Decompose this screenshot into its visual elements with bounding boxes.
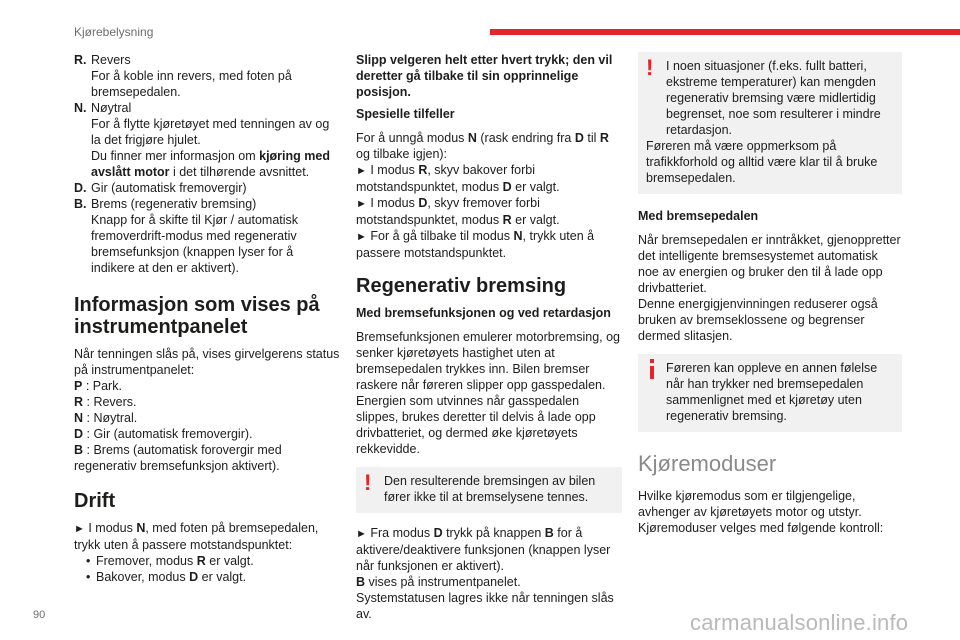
definition-b <box>74 196 340 276</box>
brake-text: Når bremsepedalen er inntråkket, gjenoppretter det intelligente bremsesystemet automatisk noe av energien og bruker den til å lade opp drivbatteriet. <box>638 233 901 295</box>
instrument-item: D : Gir (automatisk fremovergir). <box>74 427 253 441</box>
special-item: ► I modus R, skyv bakover forbi motstandspunktet, modus D er valgt. <box>356 163 560 194</box>
section-heading-instrument-panel: Informasjon som vises på instrumentpanelet <box>74 294 320 338</box>
bullet-icon: • <box>86 570 91 584</box>
release-instruction: Slipp velgeren helt etter hvert trykk; den vil deretter gå tilbake til sin opprinnelige posisjon. <box>356 53 613 99</box>
instrument-item: P : Park. <box>74 379 122 393</box>
arrow-icon: ► <box>356 528 367 540</box>
b-display-line: B vises på instrumentpanelet. <box>356 575 521 589</box>
toggle-instruction: ► Fra modus D trykk på knappen B for å aktivere/deaktivere funksjonen (knappen lyser når funksjonen er aktivert). <box>356 526 611 573</box>
column-right <box>638 52 902 536</box>
warning-box <box>638 52 902 194</box>
modes-text: Hvilke kjøremodus som er tilgjengelige, avhenger av kjøretøyets motor og utstyr. Kjøremoduser velges med følgende kontroll: <box>638 489 884 535</box>
definition-key: R. <box>74 53 87 67</box>
definition-text: Knapp for å skifte til Kjør / automatisk fremoverdrift-modus med regenerativ bremsefunksjon (knappen lyser for å indikere at den er aktivert). <box>91 213 299 275</box>
arrow-icon: ► <box>356 231 367 243</box>
list-item: • Bakover, modus D er valgt. <box>86 570 247 584</box>
definition-title: Nøytral <box>91 101 132 115</box>
subheading-special-cases: Spesielle tilfeller <box>356 107 455 121</box>
instrument-item: N : Nøytral. <box>74 411 138 425</box>
brake-text: Denne energigjenvinningen reduserer også bruken av bremseklossene og begrenser dermed slitasjen. <box>638 297 878 343</box>
info-text: Føreren kan oppleve en annen følelse når han trykker ned bremsepedalen sammenlignet med et kjøretøy uten regenerativ bremsing. <box>666 361 878 423</box>
warning-exclamation-icon: ! <box>646 55 654 80</box>
arrow-icon: ► <box>356 198 367 210</box>
special-intro: For å unngå modus N (rask endring fra D til R og tilbake igjen): <box>356 131 609 161</box>
definition-d <box>74 180 340 196</box>
definition-title: Gir (automatisk fremovergir) <box>91 181 247 195</box>
page-number: 90 <box>33 609 46 621</box>
definition-r <box>74 52 340 100</box>
definition-key: D. <box>74 181 87 195</box>
arrow-icon: ► <box>74 523 85 535</box>
section-heading-driving-modes: Kjøremoduser <box>638 451 777 476</box>
info-box <box>638 354 902 432</box>
instrument-item: B : Brems (automatisk forovergir med regenerativ bremsefunksjon aktivert). <box>74 443 282 473</box>
special-item: ► I modus D, skyv fremover forbi motstandspunktet, modus R er valgt. <box>356 196 560 227</box>
section-heading-regenerative: Regenerativ bremsing <box>356 275 567 297</box>
drift-instruction: ► I modus N, med foten på bremsepedalen, trykk uten å passere motstandspunktet: <box>74 521 319 552</box>
header-accent-bar <box>490 29 960 35</box>
warning-exclamation-icon: ! <box>364 470 372 495</box>
definition-text: For å flytte kjøretøyet med tenningen av og la det frigjøre hjulet. <box>91 117 330 147</box>
definition-extra: Du finner mer informasjon om kjøring med avslått motor i det tilhørende avsnittet. <box>91 149 330 179</box>
column-left <box>74 52 340 585</box>
definition-title: Brems (regenerativ bremsing) <box>91 197 257 211</box>
drift-bullets <box>86 553 340 585</box>
column-middle <box>356 52 622 622</box>
warning-box <box>356 467 622 513</box>
warning-text: I noen situasjoner (f.eks. fullt batteri, ekstreme temperaturer) kan mengden regenerativ bremsing være midlertidig begrenset, noe som resulterer i mindre retardasjon. <box>666 59 881 137</box>
special-item: ► For å gå tilbake til modus N, trykk uten å passere motstandspunktet. <box>356 229 595 260</box>
definition-n <box>74 100 340 180</box>
list-item: • Fremover, modus R er valgt. <box>86 554 254 568</box>
instrument-intro: Når tenningen slås på, vises girvelgerens status på instrumentpanelet: <box>74 347 340 377</box>
info-icon <box>646 359 660 381</box>
bullet-icon: • <box>86 554 91 568</box>
warning-text: Føreren må være oppmerksom på trafikkforhold og alltid være klar til å bruke bremsepedalen. <box>646 139 878 185</box>
definition-key: B. <box>74 197 87 211</box>
cross-reference: kjøring med avslått motor <box>91 149 330 179</box>
definition-title: Revers <box>91 53 131 67</box>
section-heading-drift: Drift <box>74 490 116 512</box>
definition-text: For å koble inn revers, med foten på bremsepedalen. <box>91 69 292 99</box>
instrument-item: R : Revers. <box>74 395 137 409</box>
running-header: Kjørebelysning <box>74 25 154 39</box>
definition-key: N. <box>74 101 87 115</box>
warning-text: Den resulterende bremsingen av bilen fører ikke til at bremselysene tennes. <box>384 474 596 504</box>
subheading-brake-pedal: Med bremsepedalen <box>638 209 759 223</box>
status-line: Systemstatusen lagres ikke når tenningen slås av. <box>356 591 614 621</box>
subheading-brake-function: Med bremsefunksjonen og ved retardasjon <box>356 306 611 320</box>
regen-text: Bremsefunksjonen emulerer motorbremsing, og senker kjøretøyets hastighet uten at bremsepedalen trykkes inn. Bilen bremser raskere når føreren slipper opp gasspedalen. Energien som utvinnes når gasspedalen slippes, brukes deretter til delvis å lade opp drivbatteriet, og dermed øke kjøretøyets rekkevidde. <box>356 330 621 456</box>
watermark: carmanualsonline.info <box>690 610 909 635</box>
arrow-icon: ► <box>356 165 367 177</box>
